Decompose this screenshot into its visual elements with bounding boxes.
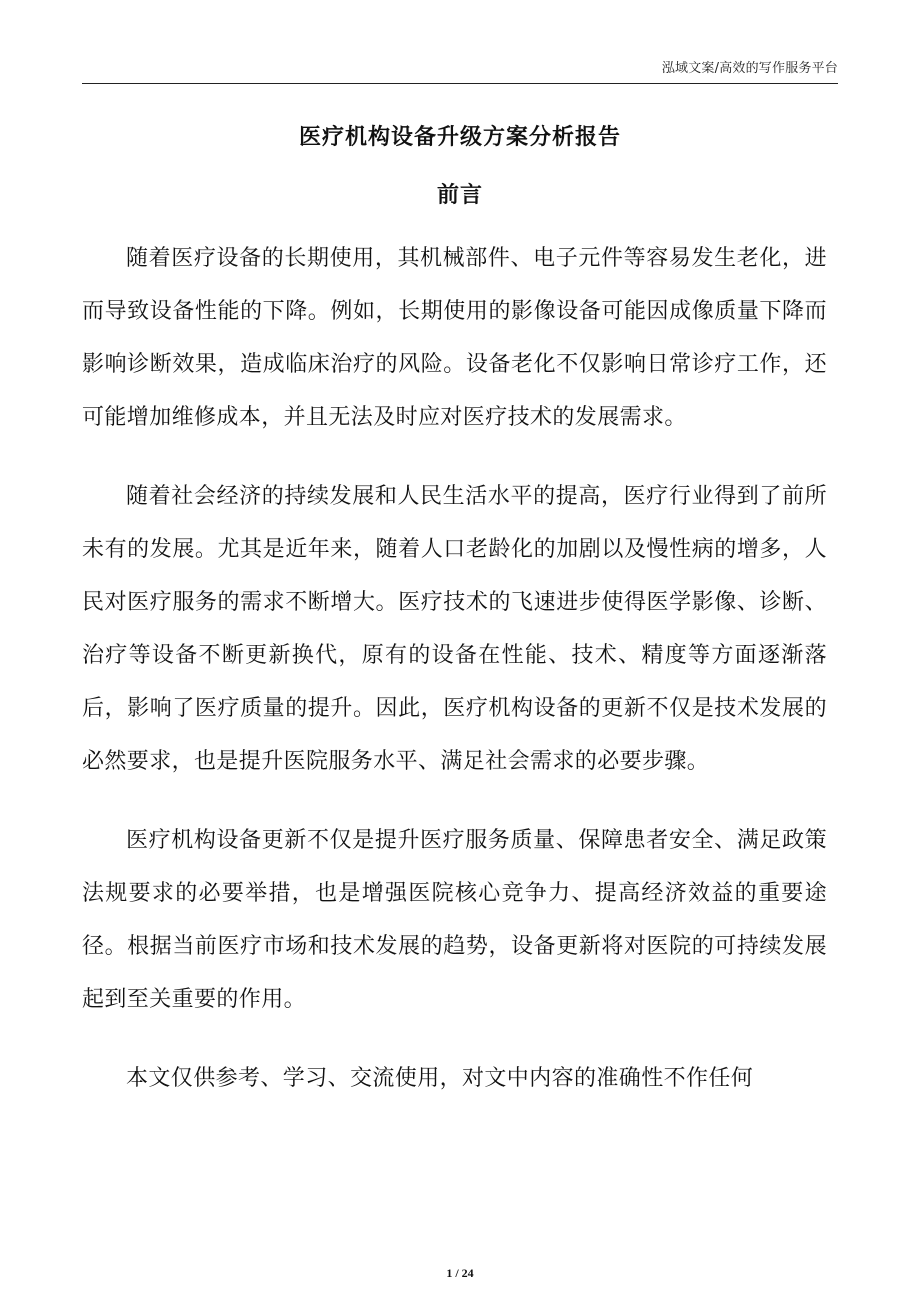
header-divider <box>82 83 838 84</box>
paragraph: 随着医疗设备的长期使用，其机械部件、电子元件等容易发生老化，进而导致设备性能的下降。例如，长期使用的影像设备可能因成像质量下降而影响诊断效果，造成临床治疗的风险。设备老化不仅影响日常诊疗工作，还可能增加维修成本，并且无法及时应对医疗技术的发展需求。 <box>82 246 827 430</box>
paragraph: 医疗机构设备更新不仅是提升医疗服务质量、保障患者安全、满足政策法规要求的必要举措，也是增强医院核心竞争力、提高经济效益的重要途径。根据当前医疗市场和技术发展的趋势，设备更新将对医院的可持续发展起到至关重要的作用。 <box>82 828 827 1012</box>
paragraph: 随着社会经济的持续发展和人民生活水平的提高，医疗行业得到了前所未有的发展。尤其是近年来，随着人口老龄化的加剧以及慢性病的增多，人民对医疗服务的需求不断增大。医疗技术的飞速进步使得医学影像、诊断、治疗等设备不断更新换代，原有的设备在性能、技术、精度等方面逐渐落后，影响了医疗质量的提升。因此，医疗机构设备的更新不仅是技术发展的必然要求，也是提升医院服务水平、满足社会需求的必要步骤。 <box>82 484 827 774</box>
header-brand-text: 泓域文案/高效的写作服务平台 <box>661 61 838 76</box>
section-heading: 前言 <box>436 183 483 208</box>
document-title: 医疗机构设备升级方案分析报告 <box>298 125 621 150</box>
document-body <box>82 232 827 1131</box>
paragraph: 本文仅供参考、学习、交流使用，对文中内容的准确性不作任何 <box>126 1066 754 1091</box>
page-number: 1 / 24 <box>446 1266 474 1280</box>
